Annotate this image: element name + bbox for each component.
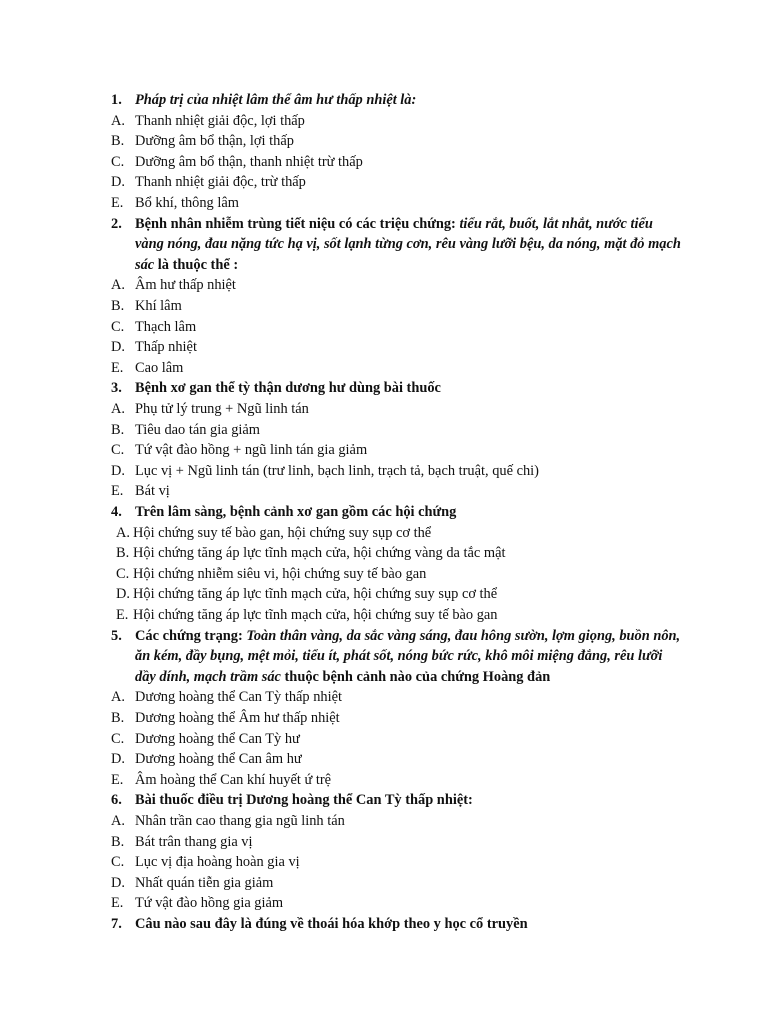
question-text <box>135 378 441 398</box>
option-text: Phụ tử lý trung + Ngũ linh tán <box>135 401 309 417</box>
option-text: Khí lâm <box>135 298 182 314</box>
question-text-part: Bệnh nhân nhiễm trùng tiết niệu có các triệu chứng: <box>135 215 460 232</box>
option-text: Thanh nhiệt giải độc, lợi thấp <box>135 112 305 129</box>
option-text: Hội chứng tăng áp lực tĩnh mạch cửa, hội chứng suy tế bào gan <box>133 607 498 623</box>
question-text-part: Toàn thân vàng, da sắc vàng sáng, đau hông sườn, lợm giọng, buồn nôn, <box>246 627 681 644</box>
option-text: Cao lâm <box>135 359 184 376</box>
question-text-part: Pháp trị của nhiệt lâm thể âm hư thấp nhiệt là: <box>135 92 417 108</box>
option-letter: B. <box>111 833 125 850</box>
option-letter: D. <box>111 339 125 356</box>
option-letter: C. <box>111 730 125 747</box>
option-text: Dương hoàng thể Can Tỳ hư <box>135 730 300 747</box>
option-text: Dưỡng âm bổ thận, thanh nhiệt trừ thấp <box>135 153 363 170</box>
option-text: Dưỡng âm bổ thận, lợi thấp <box>135 133 294 150</box>
option-letter: E. <box>116 607 129 623</box>
option-letter: E. <box>111 771 124 788</box>
question-text <box>135 502 456 522</box>
question-number: 6. <box>111 792 122 809</box>
question-number: 1. <box>111 92 122 108</box>
option-text: Bát vị <box>135 483 170 500</box>
option-text: Bát trân thang gia vị <box>135 833 253 850</box>
option-text: Bổ khí, thông lâm <box>135 195 239 211</box>
option-letter: C. <box>111 854 125 871</box>
option-text: Tứ vật đào hồng + ngũ linh tán gia giảm <box>135 442 368 459</box>
question-text <box>135 90 416 110</box>
question-text-part: sác <box>135 256 155 273</box>
option-letter: A. <box>111 813 125 829</box>
option-text: Dương hoàng thể Can âm hư <box>135 751 302 768</box>
question-text-part: Câu nào sau đây là đúng về thoái hóa khớp theo y học cổ truyền <box>135 916 528 932</box>
option-letter: D. <box>116 586 130 603</box>
option-letter: A. <box>111 401 125 417</box>
question-text-part: tiểu rắt, buốt, lắt nhắt, nước tiểu <box>459 215 653 232</box>
option-letter: A. <box>111 277 125 294</box>
question-text-part: là thuộc thể : <box>154 256 239 273</box>
option-letter: B. <box>111 298 125 314</box>
option-text: Âm hư thấp nhiệt <box>135 277 236 294</box>
question-text-part: ăn kém, đầy bụng, mệt mỏi, tiểu ít, phát sốt, nóng bức rức, khô môi miệng đắng, rêu lưỡi <box>135 648 663 665</box>
question-text <box>135 626 680 646</box>
option-text: Dương hoàng thể Can Tỳ thấp nhiệt <box>135 689 342 706</box>
option-letter: B. <box>111 421 125 438</box>
question-text-part: vàng nóng, đau nặng tức hạ vị, sốt lạnh từng cơn, rêu vàng lưỡi bệu, da nóng, mặt đỏ mạch <box>135 236 681 253</box>
option-letter: B. <box>111 710 125 726</box>
question-text-part: Bài thuốc điều trị Dương hoàng thể Can Tỳ thấp nhiệt: <box>135 792 473 809</box>
question-text-part: dầy dính, mạch trầm sác <box>135 668 281 685</box>
option-letter: A. <box>111 689 125 706</box>
question-text-part: Các chứng trạng: <box>135 627 247 644</box>
option-text: Hội chứng tăng áp lực tĩnh mạch cửa, hội chứng vàng da tắc mật <box>133 545 506 562</box>
option-letter: A. <box>111 112 125 129</box>
question-text <box>135 255 238 275</box>
option-letter: E. <box>111 895 124 912</box>
option-text: Nhất quán tiễn gia giảm <box>135 874 274 891</box>
option-letter: C. <box>116 565 130 582</box>
option-letter: A. <box>116 524 130 541</box>
option-text: Nhân trần cao thang gia ngũ linh tán <box>135 813 345 829</box>
option-text: Hội chứng nhiễm siêu vi, hội chứng suy tế bào gan <box>133 565 427 582</box>
option-text: Tiêu dao tán gia giảm <box>135 421 260 438</box>
question-text-part: Trên lâm sàng, bệnh cảnh xơ gan gồm các hội chứng <box>135 504 457 520</box>
option-letter: E. <box>111 359 124 376</box>
question-text-part: thuộc bệnh cảnh nào của chứng Hoàng đản <box>280 668 551 685</box>
question-text <box>135 667 550 687</box>
question-text <box>135 234 681 254</box>
question-text-part: Bệnh xơ gan thể tỳ thận dương hư dùng bài thuốc <box>135 380 441 397</box>
question-text <box>135 646 662 666</box>
option-letter: C. <box>111 442 125 459</box>
option-letter: D. <box>111 751 125 768</box>
question-number: 3. <box>111 380 122 397</box>
option-text: Lục vị địa hoàng hoàn gia vị <box>135 854 300 871</box>
question-text <box>135 914 528 934</box>
option-letter: D. <box>111 174 125 191</box>
option-letter: C. <box>111 153 125 170</box>
option-letter: D. <box>111 874 125 891</box>
question-number: 7. <box>111 916 122 932</box>
option-text: Dương hoàng thể Âm hư thấp nhiệt <box>135 710 340 726</box>
question-number: 4. <box>111 504 122 520</box>
option-text: Hội chứng tăng áp lực tĩnh mạch cửa, hội chứng suy sụp cơ thể <box>133 586 498 603</box>
option-letter: C. <box>111 318 125 335</box>
option-text: Âm hoàng thể Can khí huyết ứ trệ <box>135 771 332 788</box>
question-number: 2. <box>111 215 122 232</box>
option-text: Thạch lâm <box>135 318 197 335</box>
question-text <box>135 214 653 234</box>
question-text <box>135 790 473 810</box>
option-letter: E. <box>111 195 124 211</box>
option-letter: D. <box>111 462 125 479</box>
option-text: Hội chứng suy tế bào gan, hội chứng suy sụp cơ thể <box>133 524 432 541</box>
option-text: Tứ vật đào hồng gia giảm <box>135 895 284 912</box>
option-letter: E. <box>111 483 124 500</box>
question-number: 5. <box>111 627 122 644</box>
option-letter: B. <box>111 133 125 150</box>
option-text: Thấp nhiệt <box>135 339 197 356</box>
option-text: Lục vị + Ngũ linh tán (trư linh, bạch linh, trạch tả, bạch truật, quế chi) <box>135 462 539 479</box>
option-letter: B. <box>116 545 130 562</box>
option-text: Thanh nhiệt giải độc, trừ thấp <box>135 174 306 191</box>
